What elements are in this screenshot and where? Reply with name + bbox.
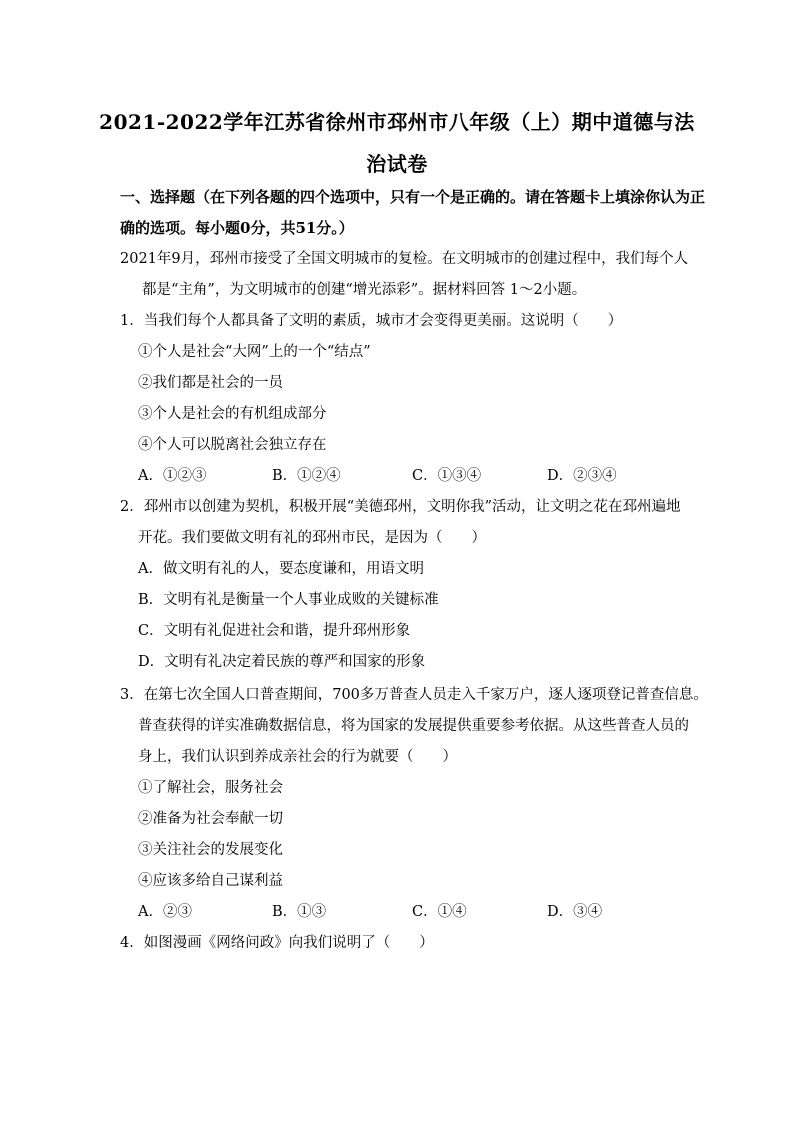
section-heading-line2: 确的选项。每小题0分，共51分。） xyxy=(120,219,354,237)
q3-stem-line1: 3．在第七次全国人口普查期间，700多万普查人员走入千家万户，逐人逐项登记普查信息。 xyxy=(120,687,708,703)
q3-option-d: D．③④ xyxy=(547,904,603,920)
q2-option-c: C．文明有礼促进社会和谐，提升邳州形象 xyxy=(138,623,411,639)
q2-stem-line1: 2．邳州市以创建为契机，积极开展“美德邳州，文明你我”活动，让文明之花在邳州遍地 xyxy=(120,499,681,515)
q2-option-b: B．文明有礼是衡量一个人事业成败的关键标准 xyxy=(138,592,439,608)
q1-option-c: C．①③④ xyxy=(412,468,482,484)
q1-stem: 1．当我们每个人都具备了文明的素质，城市才会变得更美丽。这说明（ ） xyxy=(120,313,623,329)
q3-item-2: ②准备为社会奉献一切 xyxy=(138,811,283,827)
q3-option-a: A．②③ xyxy=(138,904,192,920)
q3-stem-line2: 普查获得的详实准确数据信息，将为国家的发展提供重要参考依据。从这些普查人员的 xyxy=(138,718,689,734)
q1-item-3: ③个人是社会的有机组成部分 xyxy=(138,406,327,422)
q3-item-1: ①了解社会，服务社会 xyxy=(138,780,283,796)
q3-option-c: C．①④ xyxy=(412,904,467,920)
exam-title-line1: 2021-2022学年江苏省徐州市邳州市八年级（上）期中道德与法 xyxy=(99,110,695,134)
q3-stem-line3: 身上，我们认识到养成亲社会的行为就要（ ） xyxy=(138,749,457,765)
q1-item-2: ②我们都是社会的一员 xyxy=(138,375,283,391)
q3-item-3: ③关注社会的发展变化 xyxy=(138,842,283,858)
q1-option-d: D．②③④ xyxy=(547,468,617,484)
material-line1: 2021年9月，邳州市接受了全国文明城市的复检。在文明城市的创建过程中，我们每个人 xyxy=(120,251,689,267)
q2-option-a: A．做文明有礼的人，要态度谦和，用语文明 xyxy=(138,561,424,577)
q3-option-b: B．①③ xyxy=(272,904,327,920)
material-line2: 都是“主角”，为文明城市的创建“增光添彩”。据材料回答 1～2小题。 xyxy=(142,282,587,298)
q1-option-a: A．①②③ xyxy=(138,468,207,484)
q3-item-4: ④应该多给自己谋利益 xyxy=(138,873,283,889)
section-heading-line1: 一、选择题（在下列各题的四个选项中，只有一个是正确的。请在答题卡上填涂你认为正 xyxy=(120,188,706,206)
q4-stem: 4．如图漫画《网络问政》向我们说明了（ ） xyxy=(120,935,434,951)
q2-stem-line2: 开花。我们要做文明有礼的邳州市民，是因为（ ） xyxy=(138,530,486,546)
exam-title-line2: 治试卷 xyxy=(366,152,428,176)
q1-item-4: ④个人可以脱离社会独立存在 xyxy=(138,437,327,453)
q1-item-1: ①个人是社会“大网”上的一个“结点” xyxy=(138,344,371,360)
q1-option-b: B．①②④ xyxy=(272,468,341,484)
q2-option-d: D．文明有礼决定着民族的尊严和国家的形象 xyxy=(138,654,426,670)
